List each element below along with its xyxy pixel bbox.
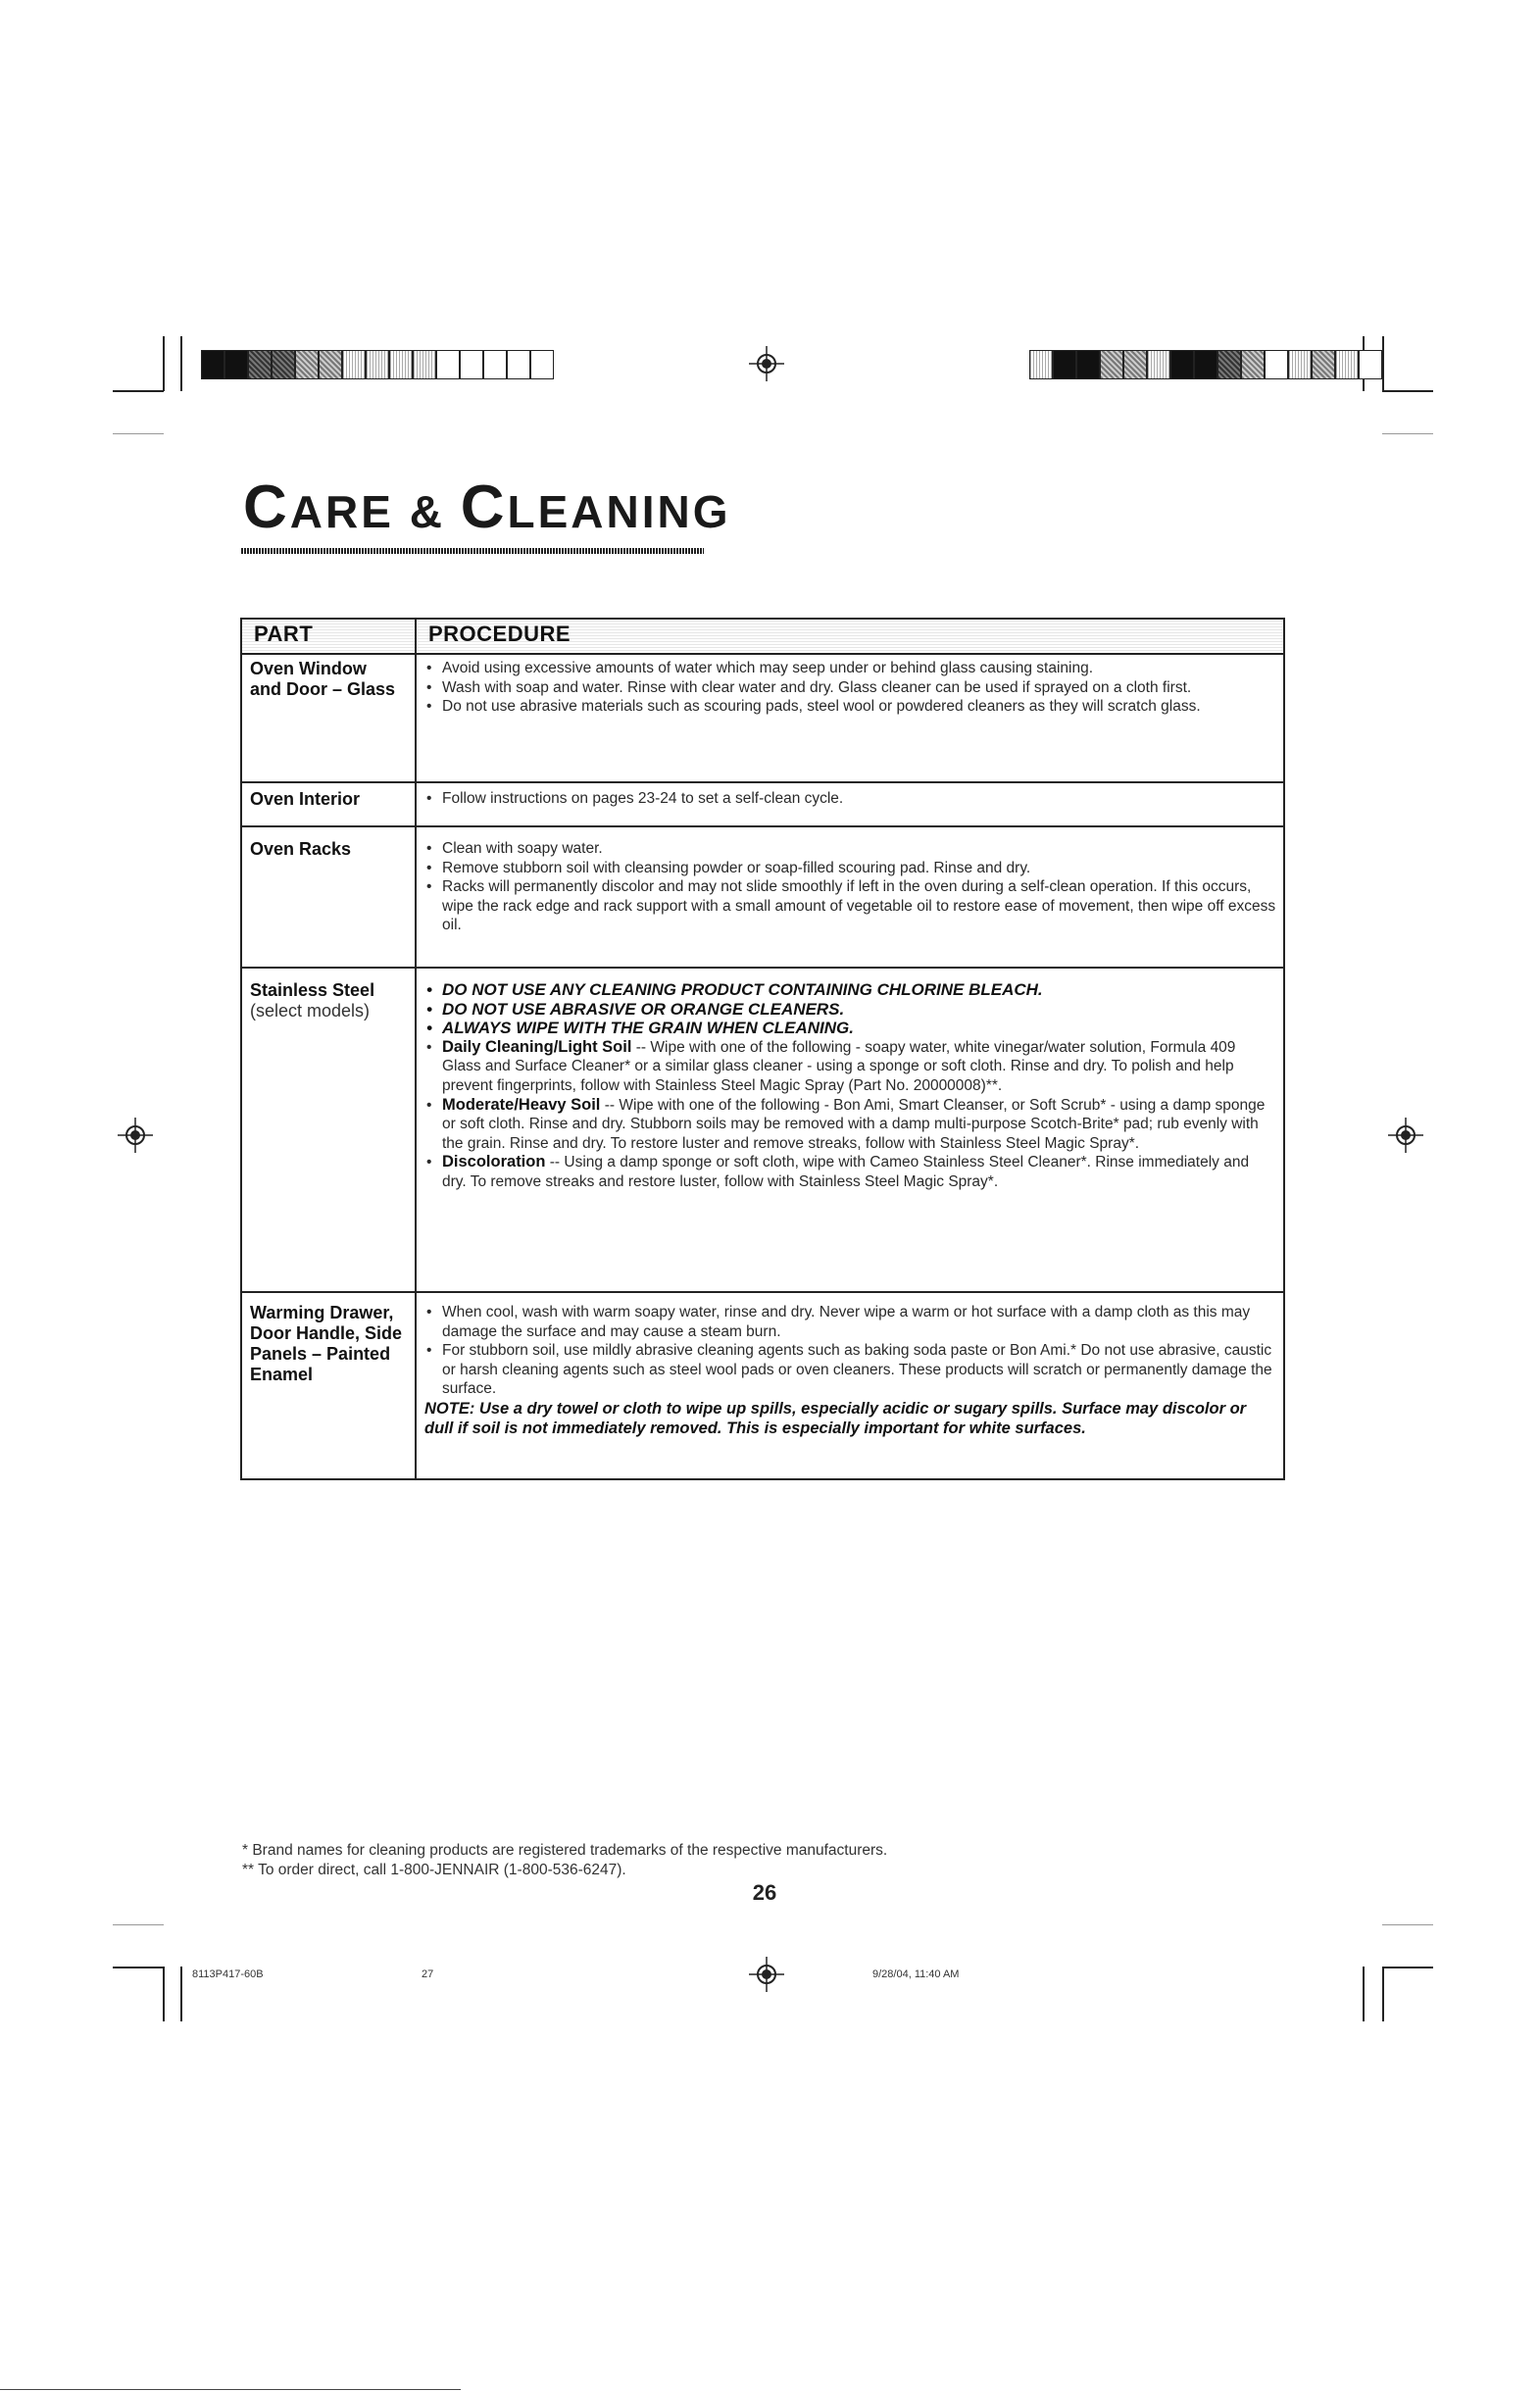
list-item: • Do not use abrasive materials such as scouring pads, steel wool or powdered cleaners as they will scratch glass. xyxy=(424,697,1277,717)
crop-mark-top-left-h2 xyxy=(113,433,164,434)
table-row-stainless-steel xyxy=(242,969,1283,1293)
crop-mark-bottom-left-h2 xyxy=(113,1924,164,1925)
title-ampersand: & xyxy=(409,486,445,537)
slug-page: 27 xyxy=(422,1968,434,1980)
crop-mark-bottom-left-v2 xyxy=(180,1967,182,2021)
title-underline xyxy=(241,548,704,554)
crop-mark-bottom-right-h xyxy=(1382,1967,1433,1968)
crop-mark-bottom-right-h2 xyxy=(1382,1924,1433,1925)
part-cell: Oven Racks xyxy=(250,839,352,859)
title-word-1: ARE xyxy=(289,486,394,537)
list-item: • Clean with soapy water. xyxy=(424,839,1277,859)
list-item: • Wash with soap and water. Rinse with clear water and dry. Glass cleaner can be used if sprayed on a cloth first. xyxy=(424,678,1277,698)
part-cell: Oven Interior xyxy=(250,789,361,809)
registration-target-top-icon xyxy=(749,346,784,381)
procedure-cell xyxy=(424,659,1277,717)
list-item: • Follow instructions on pages 23-24 to set a self-clean cycle. xyxy=(424,789,1277,809)
warning-item: • DO NOT USE ANY CLEANING PRODUCT CONTAINING CHLORINE BLEACH. xyxy=(424,980,1277,1000)
page-title xyxy=(243,473,731,541)
crop-mark-bottom-left-v xyxy=(163,1967,165,2021)
care-table xyxy=(240,618,1285,1480)
crop-mark-top-left-v xyxy=(163,336,165,391)
list-item: • For stubborn soil, use mildly abrasive cleaning agents such as baking soda paste or Bon Ami.* Do not use abrasive, caustic or harsh cleaning agents such as steel wool pads or oven cleaners. These products will scratch or permanently damage the surface. xyxy=(424,1341,1277,1399)
procedure-cell xyxy=(424,1303,1277,1438)
footnote-trademark: * Brand names for cleaning products are registered trademarks of the respective manufacturers. xyxy=(242,1842,888,1859)
crop-mark-bottom-right-v2 xyxy=(1363,1967,1365,2021)
crop-mark-bottom-right-v xyxy=(1382,1967,1384,2021)
table-row-oven-racks xyxy=(242,827,1283,969)
part-cell: Stainless Steel (select models) xyxy=(250,980,375,1021)
procedure-cell xyxy=(424,980,1277,1192)
table-row-warming-drawer xyxy=(242,1293,1283,1478)
procedure-cell xyxy=(424,839,1277,935)
crop-mark-top-left-h xyxy=(113,390,164,392)
warning-item: • DO NOT USE ABRASIVE OR ORANGE CLEANERS. xyxy=(424,1000,1277,1020)
registration-target-right-icon xyxy=(1388,1118,1423,1153)
page-number: 26 xyxy=(752,1880,777,1905)
crop-mark-top-right-h xyxy=(1382,390,1433,392)
slug-timestamp: 9/28/04, 11:40 AM xyxy=(872,1968,960,1980)
table-header xyxy=(242,620,1283,655)
list-item: • Daily Cleaning/Light Soil -- Wipe with one of the following - soapy water, white vinegar/water solution, Formula 409 Glass and Surface Cleaner* or a similar glass cleaner - using a sponge or soft cloth. Rinse and dry. To polish and help prevent fingerprints, follow with Stainless Steel Magic Spray (Part No. 20000008)**. xyxy=(424,1038,1277,1096)
part-cell: Oven Window and Door – Glass xyxy=(250,659,396,699)
list-item: • Racks will permanently discolor and may not slide smoothly if left in the oven during a self-clean operation. If this occurs, wipe the rack edge and rack support with a small amount of vegetable oil to restore ease of movement, then wipe off excess oil. xyxy=(424,877,1277,935)
list-item: • Remove stubborn soil with cleansing powder or soap-filled scouring pad. Rinse and dry. xyxy=(424,859,1277,878)
list-item: • Moderate/Heavy Soil -- Wipe with one of the following - Bon Ami, Smart Cleanser, or Soft Scrub* - using a damp sponge or soft cloth. Rinse and dry. Stubborn soils may be removed with a damp multi-purpose Scotch-Brite* pad; rub evenly with the grain. Rinse and dry. To restore luster and remove streaks, follow with Stainless Steel Magic Spray*. xyxy=(424,1096,1277,1154)
registration-bar-left xyxy=(201,350,554,379)
crop-mark-top-right-h2 xyxy=(1382,433,1433,434)
crop-mark-top-left-v2 xyxy=(180,336,182,391)
registration-target-bottom-icon xyxy=(749,1957,784,1992)
warning-item: • ALWAYS WIPE WITH THE GRAIN WHEN CLEANING. xyxy=(424,1019,1277,1038)
title-initial-2: C xyxy=(460,473,508,541)
header-part: PART xyxy=(254,622,314,646)
slug-job-code: 8113P417-60B xyxy=(192,1968,264,1980)
footnote-order: ** To order direct, call 1-800-JENNAIR (1-800-536-6247). xyxy=(242,1862,626,1878)
crop-mark-top-right-v xyxy=(1382,336,1384,391)
header-procedure: PROCEDURE xyxy=(428,622,571,646)
table-row-oven-window xyxy=(242,653,1283,783)
procedure-cell xyxy=(424,789,1277,809)
table-row-oven-interior xyxy=(242,783,1283,827)
crop-mark-bottom-left-h xyxy=(113,1967,164,1968)
footnotes xyxy=(242,1841,1124,1880)
list-item: • Avoid using excessive amounts of water which may seep under or behind glass causing staining. xyxy=(424,659,1277,678)
bottom-edge-line xyxy=(0,2389,461,2390)
list-item: • When cool, wash with warm soapy water, rinse and dry. Never wipe a warm or hot surface with a damp cloth as this may damage the surface and may cause a steam burn. xyxy=(424,1303,1277,1341)
registration-bar-right xyxy=(1029,350,1382,379)
registration-target-left-icon xyxy=(118,1118,153,1153)
note-text: NOTE: Use a dry towel or cloth to wipe up spills, especially acidic or sugary spills. Surface may discolor or dull if soil is not immediately removed. This is especially important for white surfaces. xyxy=(424,1399,1247,1437)
list-item: • Discoloration -- Using a damp sponge or soft cloth, wipe with Cameo Stainless Steel Cleaner*. Rinse immediately and dry. To remove streaks and restore luster, follow with Stainless Steel Magic Spray*. xyxy=(424,1153,1277,1191)
title-initial-1: C xyxy=(243,473,290,541)
part-cell: Warming Drawer, Door Handle, Side Panels – Painted Enamel xyxy=(250,1303,403,1384)
title-word-2: LEANING xyxy=(507,486,731,537)
